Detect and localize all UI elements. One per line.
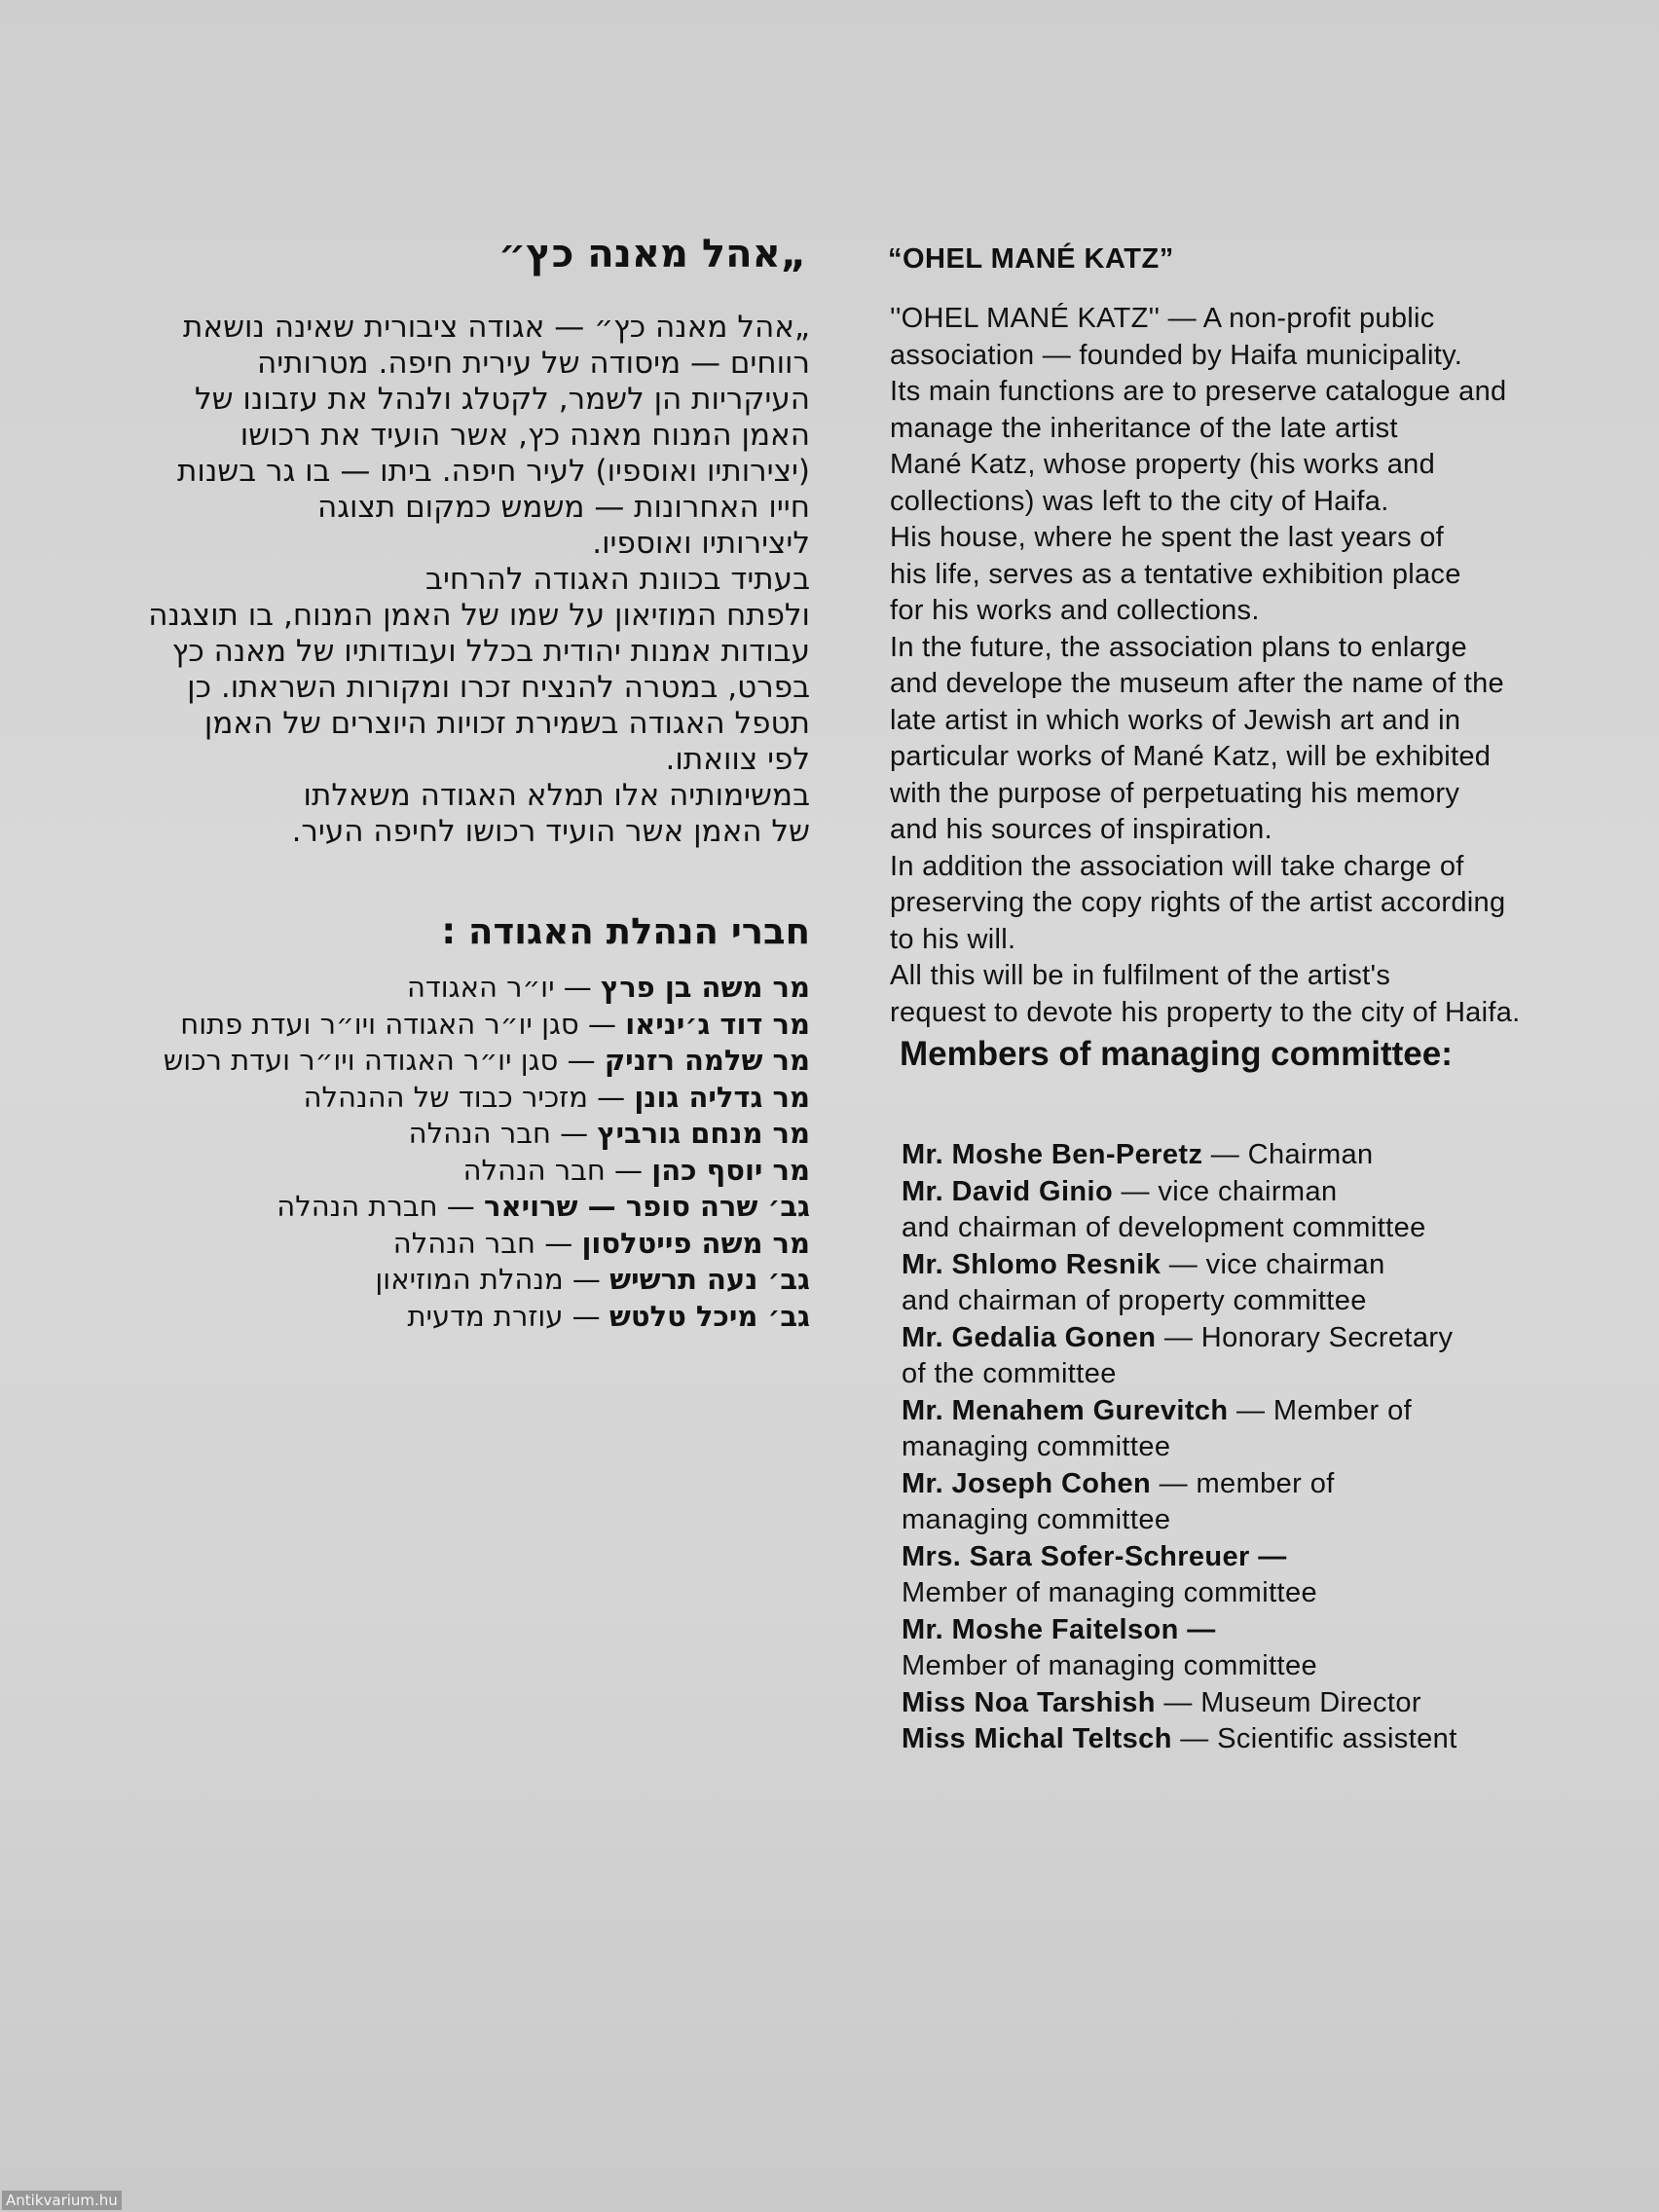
member-role: managing committee [902, 1431, 1171, 1462]
member-role: — vice chairman [1113, 1175, 1338, 1207]
hebrew-body-line: של האמן אשר הועיד רכושו לחיפה העיר. [291, 814, 810, 849]
english-body-line: request to devote his property to the city of Haifa. [890, 996, 1521, 1028]
hebrew-member-row [0, 1299, 810, 1336]
hebrew-member-row [0, 1262, 810, 1299]
member-name: מר שלמה רזניק [604, 1044, 810, 1077]
hebrew-body-line: לפי צוואתו. [665, 742, 810, 777]
hebrew-body-line: ולפתח המוזיאון על שמו של האמן המנוח, בו תוצגנה [148, 598, 810, 633]
hebrew-member-row [0, 1189, 810, 1226]
english-member-row [902, 1429, 1641, 1466]
hebrew-body-line: במשימותיה אלו תמלא האגודה משאלתו [303, 778, 810, 813]
english-body-line: In the future, the association plans to enlarge [890, 631, 1467, 663]
member-role: — member of [1151, 1467, 1335, 1499]
member-name: Miss Noa Tarshish [902, 1686, 1156, 1718]
member-name: מר משה פייטלסון [581, 1226, 810, 1260]
english-member-row [902, 1210, 1641, 1247]
hebrew-body-line: (יצירותיו ואוספיו) לעיר חיפה. ביתו — בו גר בשנות [177, 454, 810, 489]
hebrew-member-row [0, 1080, 810, 1117]
member-role: — מנהלת המוזיאון [375, 1263, 610, 1296]
member-role: — חבר הנהלה [462, 1153, 652, 1187]
english-body-line: collections) was left to the city of Haifa. [890, 485, 1389, 517]
english-members-list [902, 1137, 1641, 1758]
hebrew-member-row [0, 1007, 810, 1044]
hebrew-body-line: עבודות אמנות יהודית בכלל ועבודותיו של מאנה כץ [171, 634, 810, 669]
english-body-line: his life, serves as a tentative exhibition place [890, 558, 1461, 590]
member-name: גב׳ נעה תרשיש [609, 1263, 810, 1296]
member-role: and chairman of property committee [902, 1285, 1367, 1316]
english-member-row [902, 1575, 1641, 1612]
member-name: גב׳ מיכל טלטש [608, 1299, 810, 1333]
member-name: מר יוסף כהן [651, 1153, 810, 1187]
english-member-row [902, 1685, 1641, 1722]
english-body-line: particular works of Mané Katz, will be exhibited [890, 741, 1492, 772]
member-role: Member of managing committee [902, 1650, 1318, 1681]
member-role: — vice chairman [1161, 1248, 1385, 1280]
member-name: Mrs. Sara Sofer-Schreuer — [902, 1540, 1287, 1572]
member-role: — מזכיר כבוד של ההנהלה [303, 1080, 635, 1114]
english-body-line: association — founded by Haifa municipality. [890, 339, 1463, 371]
hebrew-body-line: חייו האחרונות — משמש כמקום תצוגה [317, 490, 810, 525]
hebrew-member-row [0, 1116, 810, 1153]
member-role: — Member of [1228, 1394, 1413, 1426]
member-role: — Scientific assistent [1171, 1723, 1457, 1754]
english-member-row [902, 1612, 1641, 1649]
member-name: מר גדליה גונן [634, 1080, 810, 1114]
hebrew-body-line: „אהל מאנה כץ״ — אגודה ציבורית שאינה נושאת [183, 310, 810, 345]
member-role: — Chairman [1202, 1139, 1374, 1170]
english-body-line: All this will be in fulfilment of the artist's [890, 960, 1391, 991]
hebrew-members-list [0, 970, 810, 1335]
member-name: מר מנחם גורביץ [597, 1117, 810, 1150]
hebrew-body-line: בפרט, במטרה להנציח זכרו ומקורות השראתו. כן [187, 670, 810, 705]
member-name: Miss Michal Teltsch [902, 1723, 1172, 1754]
english-member-row [902, 1283, 1641, 1320]
hebrew-body-line: ליצירותיו ואוספיו. [592, 526, 810, 561]
english-member-row [902, 1320, 1641, 1357]
member-name: Mr. Shlomo Resnik [902, 1248, 1161, 1280]
hebrew-body-line: רווחים — מיסודה של עירית חיפה. מטרותיה [256, 346, 810, 381]
english-body-line: Mané Katz, whose property (his works and [890, 449, 1436, 480]
english-member-row [902, 1721, 1641, 1758]
english-member-row [902, 1247, 1641, 1284]
member-name: Mr. Gedalia Gonen [902, 1321, 1157, 1353]
hebrew-title: „אהל מאנה כץ״ [498, 232, 806, 276]
watermark: Antikvarium.hu [2, 2191, 122, 2210]
english-body-line: In addition the association will take charge of [890, 850, 1464, 882]
english-body-line: manage the inheritance of the late artist [890, 412, 1398, 444]
member-role: — חברת הנהלה [276, 1190, 484, 1223]
english-member-row [902, 1466, 1641, 1503]
english-title: “OHEL MANÉ KATZ” [888, 243, 1174, 275]
english-body-line: His house, where he spent the last years of [890, 522, 1445, 553]
hebrew-member-row [0, 1153, 810, 1190]
member-role: — סגן יו״ר האגודה ויו״ר ועדת פתוח [180, 1007, 626, 1041]
english-member-row [902, 1539, 1641, 1576]
english-member-row [902, 1393, 1641, 1430]
member-role: — Honorary Secretary [1156, 1321, 1454, 1353]
member-name: Mr. Moshe Faitelson — [902, 1613, 1216, 1645]
hebrew-member-row [0, 1226, 810, 1263]
member-role: Member of managing committee [902, 1577, 1318, 1608]
english-member-row [902, 1648, 1641, 1685]
hebrew-body-line: תטפל האגודה בשמירת זכויות היוצרים של האמן [203, 706, 810, 741]
english-member-row [902, 1502, 1641, 1539]
hebrew-member-row [0, 1043, 810, 1080]
english-body-line: for his works and collections. [890, 595, 1260, 626]
member-role: and chairman of development committee [902, 1212, 1426, 1243]
member-name: מר משה בן פרץ [601, 971, 810, 1004]
english-body-line: ''OHEL MANÉ KATZ'' — A non-profit public [890, 303, 1435, 334]
english-body-line: and his sources of inspiration. [890, 814, 1272, 845]
member-name: Mr. Moshe Ben-Peretz [902, 1139, 1203, 1170]
english-body-line: to his will. [890, 923, 1016, 955]
hebrew-members-title: חברי הנהלת האגודה : [441, 910, 810, 952]
member-role: — Museum Director [1155, 1686, 1421, 1718]
english-member-row [902, 1356, 1641, 1393]
member-name: Mr. Joseph Cohen [902, 1467, 1152, 1499]
english-body-line: with the purpose of perpetuating his memory [890, 777, 1460, 809]
english-body-line: preserving the copy rights of the artist according [890, 887, 1506, 918]
member-role: — יו״ר האגודה [406, 971, 602, 1004]
english-member-row [902, 1174, 1641, 1211]
member-name: Mr. Menahem Gurevitch [902, 1394, 1229, 1426]
english-body [890, 301, 1649, 1031]
english-body-line: and develope the museum after the name of the [890, 668, 1504, 699]
member-role: — חבר הנהלה [408, 1117, 598, 1150]
member-name: גב׳ שרה סופר — שרויאר [484, 1190, 810, 1223]
member-name: מר דוד ג׳יניאו [625, 1007, 810, 1041]
hebrew-body [31, 310, 810, 850]
hebrew-body-line: העיקריות הן לשמר, לקטלג ולנהל את עזבונו של [194, 382, 810, 417]
hebrew-body-line: האמן המנוח מאנה כץ, אשר הועיד את רכושו [240, 418, 810, 453]
english-member-row [902, 1137, 1641, 1174]
english-members-title: Members of managing committee: [900, 1035, 1453, 1073]
member-role: managing committee [902, 1504, 1171, 1535]
member-role: of the committee [902, 1358, 1117, 1389]
english-body-line: late artist in which works of Jewish art and in [890, 704, 1461, 736]
member-name: Mr. David Ginio [902, 1175, 1114, 1207]
hebrew-body-line: בעתיד בכוונת האגודה להרחיב [425, 562, 810, 597]
english-body-line: Its main functions are to preserve catalogue and [890, 376, 1507, 407]
hebrew-member-row [0, 970, 810, 1007]
member-role: — עוזרת מדעית [407, 1299, 609, 1333]
member-role: — סגן יו״ר האגודה ויו״ר ועדת רכוש [163, 1044, 605, 1077]
member-role: — חבר הנהלה [392, 1226, 582, 1260]
